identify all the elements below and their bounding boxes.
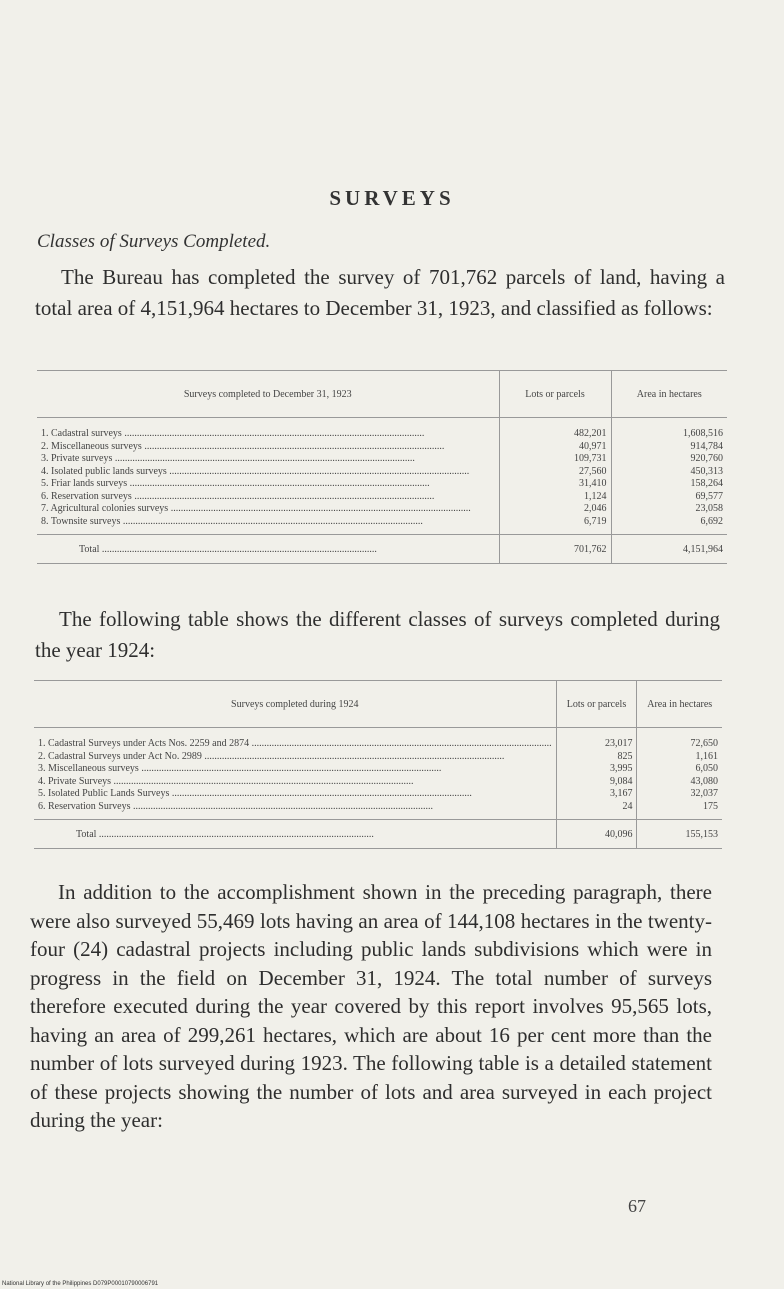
column-header: Area in hectares xyxy=(637,681,722,728)
row-label: 2. Miscellaneous surveys ........................................................................................................................ xyxy=(41,440,445,452)
area-value: 914,784 xyxy=(690,440,723,452)
lots-value: 40,971 xyxy=(579,440,607,452)
lots-cell xyxy=(499,418,611,535)
row-labels-cell xyxy=(34,728,556,820)
area-cell xyxy=(637,728,722,820)
row-label: 1. Cadastral Surveys under Acts Nos. 2259 and 2874 ........................................................................................................................ xyxy=(38,738,552,749)
page-title: SURVEYS xyxy=(329,186,455,210)
archive-footer: National Library of the Philippines D079P00010790006791 xyxy=(2,1281,159,1287)
row-label: 2. Cadastral Surveys under Act No. 2989 ........................................................................................................................ xyxy=(38,750,505,762)
lots-value: 23,017 xyxy=(604,738,633,749)
row-label: 3. Private surveys ........................................................................................................................ xyxy=(41,453,415,464)
row-labels-cell xyxy=(37,418,499,535)
lots-value: 3,167 xyxy=(609,788,633,799)
area-value: 72,650 xyxy=(690,738,718,749)
total-area: 155,153 xyxy=(637,820,722,849)
page-number: 67 xyxy=(628,1196,646,1216)
area-value: 920,760 xyxy=(690,453,723,464)
lots-value: 482,201 xyxy=(574,428,607,439)
total-lots: 701,762 xyxy=(499,535,611,564)
lots-value: 1,124 xyxy=(584,490,607,502)
total-row xyxy=(34,820,722,849)
row-label: 3. Miscellaneous surveys ........................................................................................................................ xyxy=(38,763,442,774)
row-label: 4. Private Surveys ........................................................................................................................ xyxy=(38,775,414,787)
total-lots: 40,096 xyxy=(556,820,637,849)
row-label: 6. Reservation surveys ........................................................................................................................ xyxy=(41,490,435,502)
area-value: 32,037 xyxy=(690,788,718,799)
surveys-to-1923-table xyxy=(37,370,727,564)
row-label: 6. Reservation Surveys ........................................................................................................................ xyxy=(38,800,433,812)
area-value: 175 xyxy=(703,800,718,812)
lots-value: 3,995 xyxy=(609,763,633,774)
lots-value: 27,560 xyxy=(579,465,607,477)
lots-value: 24 xyxy=(622,800,633,812)
total-area: 4,151,964 xyxy=(611,535,727,564)
total-row xyxy=(37,535,727,564)
area-value: 450,313 xyxy=(690,465,723,477)
column-header: Surveys completed during 1924 xyxy=(34,681,556,728)
row-label: 8. Townsite surveys ........................................................................................................................ xyxy=(41,515,423,527)
paragraph-intro: The Bureau has completed the survey of 701,762 parcels of land, having a total area of 4,151,964 hectares to December 31, 1923, and classified as follows: xyxy=(35,265,725,320)
lots-value: 2,046 xyxy=(584,503,607,514)
paragraph-1924: The following table shows the different classes of surveys completed during the year 1924: xyxy=(35,607,720,662)
column-header: Surveys completed to December 31, 1923 xyxy=(37,371,499,418)
lots-value: 31,410 xyxy=(579,478,607,489)
total-label: Total .............................................................................................................. xyxy=(76,828,374,840)
lots-value: 6,719 xyxy=(584,515,607,527)
area-value: 23,058 xyxy=(695,503,723,514)
area-value: 158,264 xyxy=(690,478,723,489)
area-value: 1,161 xyxy=(695,750,718,762)
column-header: Lots or parcels xyxy=(556,681,637,728)
row-label: 4. Isolated public lands surveys ........................................................................................................................ xyxy=(41,465,470,477)
row-label: 7. Agricultural colonies surveys ........................................................................................................................ xyxy=(41,503,471,514)
area-cell xyxy=(611,418,727,535)
row-label: 5. Isolated Public Lands Surveys ........................................................................................................................ xyxy=(38,788,472,799)
lots-cell xyxy=(556,728,637,820)
lots-value: 109,731 xyxy=(574,453,607,464)
section-subheading: Classes of Surveys Completed. xyxy=(37,231,271,252)
area-value: 43,080 xyxy=(690,775,718,787)
column-header: Lots or parcels xyxy=(499,371,611,418)
lots-value: 825 xyxy=(617,750,633,762)
surveys-1924-table xyxy=(34,680,722,849)
total-label: Total .............................................................................................................. xyxy=(79,543,377,555)
row-label: 1. Cadastral surveys ........................................................................................................................ xyxy=(41,428,425,439)
area-value: 1,608,516 xyxy=(683,428,723,439)
row-label: 5. Friar lands surveys ........................................................................................................................ xyxy=(41,478,430,489)
paragraph-additional: In addition to the accomplishment shown in the preceding paragraph, there were also surveyed 55,469 lots having an area of 144,108 hectares in the twenty-four (24) cadastral projects including public lands subdivisions which were in progress in the field on December 31, 1924. The total number of surveys therefore executed during the year covered by this report involves 95,565 lots, having an area of 299,261 hectares, which are about 16 per cent more than the number of lots surveyed during 1923. The following table is a detailed statement of these projects showing the number of lots and area surveyed in each project during the year: xyxy=(30,880,712,1132)
area-value: 6,692 xyxy=(700,515,723,527)
column-header: Area in hectares xyxy=(611,371,727,418)
area-value: 6,050 xyxy=(695,763,718,774)
area-value: 69,577 xyxy=(695,490,723,502)
lots-value: 9,084 xyxy=(609,775,633,787)
